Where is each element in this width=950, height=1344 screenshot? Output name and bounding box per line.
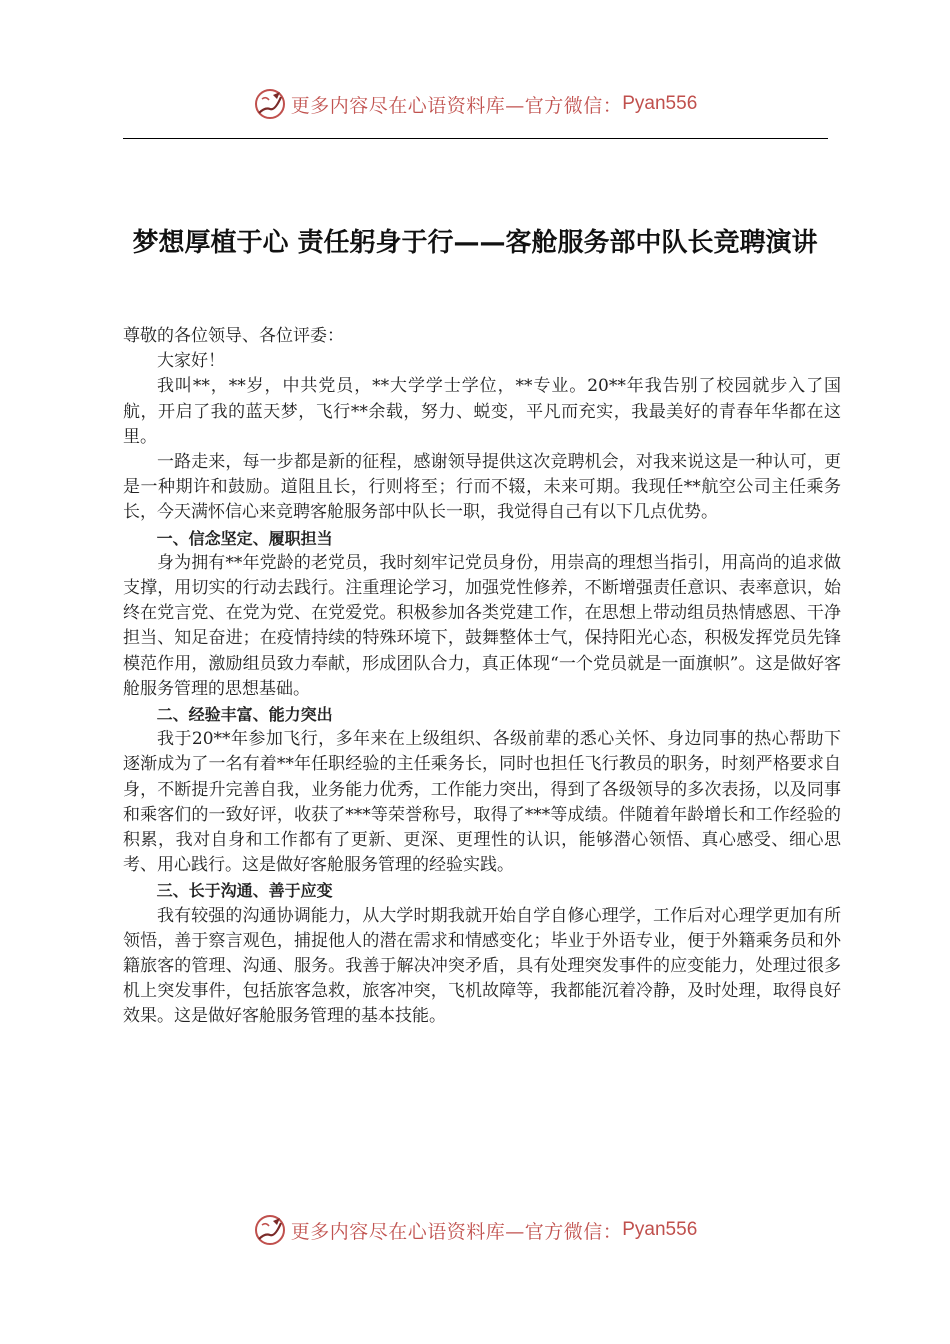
section-paragraph: 我有较强的沟通协调能力，从大学时期我就开始自学自修心理学，工作后对心理学更加有所领悟，善于察言观色，捕捉他人的潜在需求和情感变化；毕业于外语专业，便于外籍乘务员和外籍旅客的管理、沟通、服务。我善于解决冲突矛盾，具有处理突发事件的应变能力，处理过很多机上突发事件，包括旅客急救，旅客冲突，飞机故障等，我都能沉着冷静，及时处理，取得良好效果。这是做好客舱服务管理的基本技能。 <box>123 905 841 1027</box>
document-title: 梦想厚植于心 责任躬身于行——客舱服务部中队长竞聘演讲 <box>132 228 818 258</box>
section-heading: 三、长于沟通、善于应变 <box>156 881 333 901</box>
banner-text: 更多内容尽在心语资料库—官方微信： <box>290 1220 623 1243</box>
intro-paragraph: 我叫**，**岁，中共党员，**大学学士学位，**专业。20**年我告别了校园就步入了国航，开启了我的蓝天梦，飞行**余载，努力、蜕变，平凡而充实，我最美好的青春年华都在这里。 <box>123 376 841 447</box>
salutation: 尊敬的各位领导、各位评委： <box>123 326 344 346</box>
footer-banner <box>0 1210 950 1250</box>
intro-paragraph: 一路走来，每一步都是新的征程，感谢领导提供这次竞聘机会，对我来说这是一种认可，更是一种期许和鼓励。道阻且长，行则将至；行而不辍，未来可期。我现任**航空公司主任乘务长，今天满怀信心来竞聘客舱服务部中队长一职，我觉得自己有以下几点优势。 <box>123 452 841 523</box>
header-divider <box>123 138 828 139</box>
banner-text: 更多内容尽在心语资料库—官方微信： <box>290 94 623 117</box>
pen-logo-icon <box>253 87 287 121</box>
pen-logo-icon <box>253 1213 287 1247</box>
section-heading: 一、信念坚定、履职担当 <box>156 528 333 548</box>
document-body <box>123 324 841 1030</box>
section-paragraph: 身为拥有**年党龄的老党员，我时刻牢记党员身份，用崇高的理想当指引，用高尚的追求做支撑，用切实的行动去践行。注重理论学习，加强党性修养，不断增强责任意识、表率意识，始终在党言党、在党为党、在党爱党。积极参加各类党建工作，在思想上带动组员热情感恩、干净担当、知足奋进；在疫情持续的特殊环境下，鼓舞整体士气，保持阳光心态，积极发挥党员先锋模范作用，激励组员致力奉献，形成团队合力，真正体现“一个党员就是一面旗帜”。这是做好客舱服务管理的思想基础。 <box>123 552 841 699</box>
wechat-id: Pyan556 <box>622 1219 698 1240</box>
header-banner <box>0 84 950 124</box>
section-heading: 二、经验丰富、能力突出 <box>156 705 333 725</box>
greeting: 大家好！ <box>157 351 225 372</box>
section-paragraph: 我于20**年参加飞行，多年来在上级组织、各级前辈的悉心关怀、身边同事的热心帮助下逐渐成为了一名有着**年任职经验的主任乘务长，同时也担任飞行教员的职务，时刻严格要求自身，不断提升完善自我，业务能力优秀，工作能力突出，得到了各级领导的多次表扬，以及同事和乘客们的一致好评，收获了***等荣誉称号，取得了***等成绩。伴随着年龄增长和工作经验的积累，我对自身和工作都有了更新、更深、更理性的认识，能够潜心领悟、真心感受、细心思考、用心践行。这是做好客舱服务管理的经验实践。 <box>123 729 841 876</box>
wechat-id: Pyan556 <box>622 93 698 114</box>
